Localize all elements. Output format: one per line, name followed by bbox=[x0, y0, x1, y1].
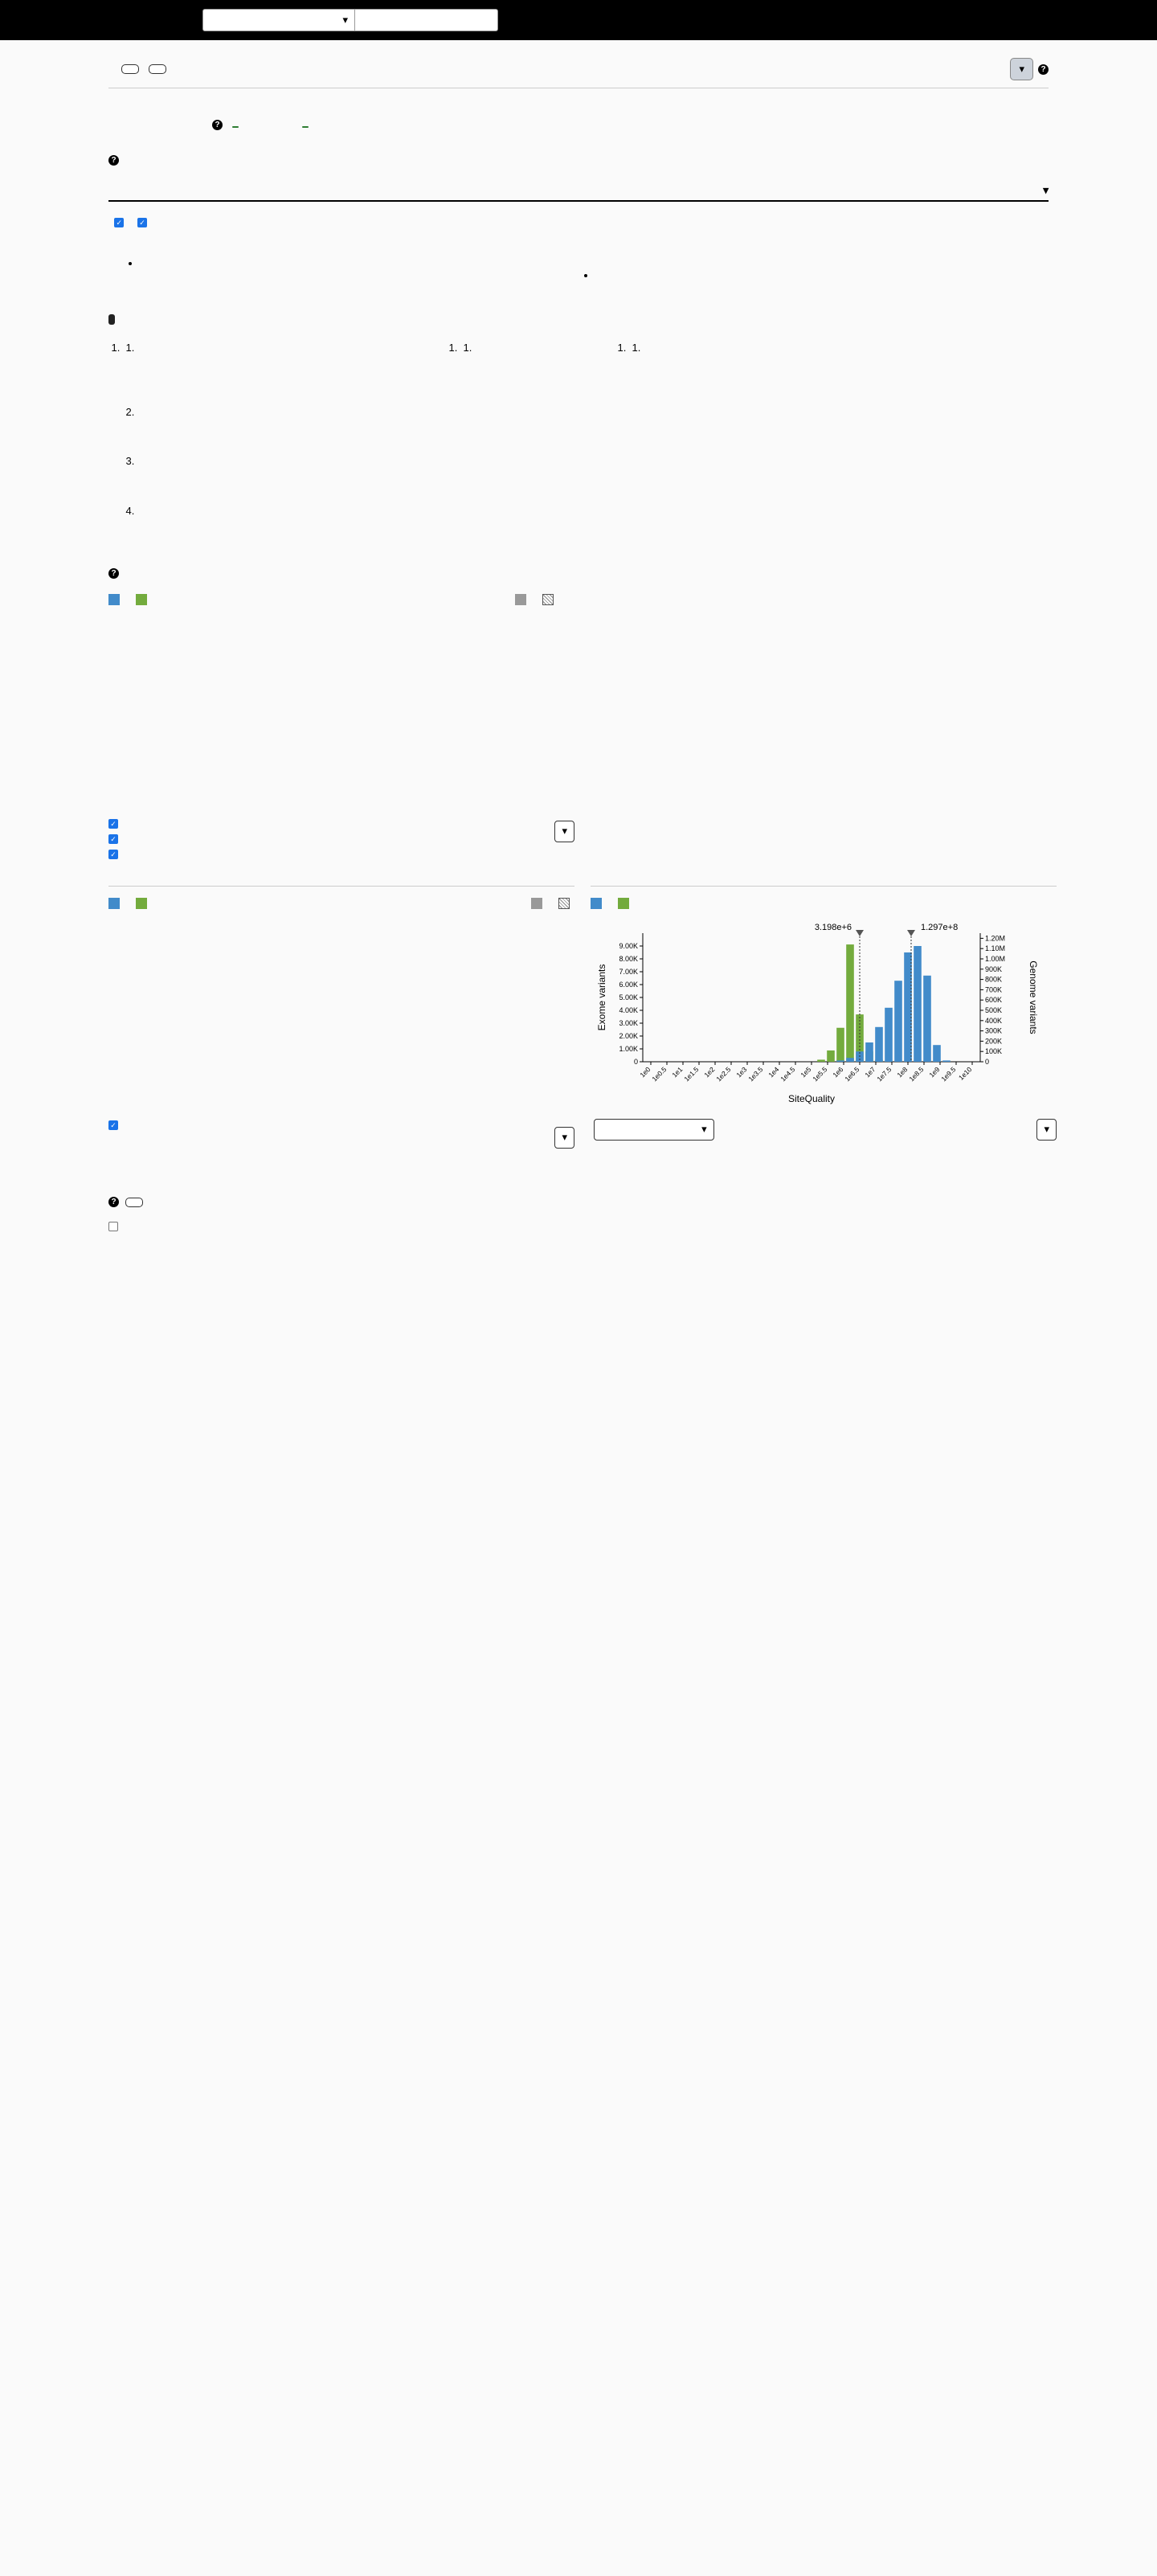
compare-checkbox[interactable]: ✓ bbox=[108, 850, 118, 859]
y2-tick-label: 1.20M bbox=[985, 934, 1006, 943]
ancestry-table bbox=[108, 181, 1049, 202]
bar-exome bbox=[904, 952, 912, 1062]
y2-tick-label: 100K bbox=[985, 1047, 1003, 1056]
age-seq-select[interactable]: ▾ bbox=[554, 821, 574, 842]
x-tick-label: 1e3 bbox=[734, 1065, 749, 1079]
y-tick-label: 4.00K bbox=[619, 1006, 638, 1015]
y2-tick-label: 800K bbox=[985, 975, 1003, 984]
bar-exome bbox=[846, 1059, 854, 1063]
include-row bbox=[108, 215, 1049, 230]
hom-checkbox[interactable]: ✓ bbox=[108, 834, 118, 844]
y2-tick-label: 700K bbox=[985, 985, 1003, 994]
genotype-quality-chart bbox=[108, 917, 574, 1110]
x-tick-label: 1e9.5 bbox=[939, 1065, 958, 1083]
exomes-checkbox[interactable]: ✓ bbox=[114, 218, 124, 227]
x-tick-label: 1e4 bbox=[767, 1065, 781, 1079]
vep-synonymous bbox=[108, 334, 422, 523]
age-legend bbox=[108, 594, 558, 605]
y-axis-label: Exome variants bbox=[596, 964, 607, 1031]
bar-exome bbox=[914, 946, 922, 1062]
bar-exome bbox=[933, 1046, 941, 1063]
bar-exome bbox=[942, 1061, 951, 1063]
y2-tick-label: 0 bbox=[985, 1058, 990, 1067]
pass-badge bbox=[232, 126, 239, 128]
top-navbar bbox=[0, 0, 1157, 40]
y2-tick-label: 500K bbox=[985, 1006, 1003, 1015]
sq-controls bbox=[591, 1119, 1057, 1141]
y-tick-label: 2.00K bbox=[619, 1032, 638, 1041]
marker-icon bbox=[907, 930, 915, 936]
y2-tick-label: 1.10M bbox=[985, 944, 1006, 953]
x-tick-label: 1e1.5 bbox=[682, 1065, 701, 1083]
copy-variant-id-button[interactable] bbox=[121, 64, 139, 74]
x-tick-label: 1e9 bbox=[927, 1065, 942, 1079]
ancestry-title bbox=[108, 150, 1049, 170]
bar-exome bbox=[894, 981, 902, 1063]
x-tick-label: 1e2.5 bbox=[714, 1065, 733, 1083]
help-icon[interactable]: ? bbox=[108, 568, 119, 579]
x-tick-label: 1e10 bbox=[956, 1065, 974, 1083]
y-tick-label: 6.00K bbox=[619, 981, 638, 989]
x-tick-label: 1e4.5 bbox=[779, 1065, 797, 1083]
age-distribution-chart bbox=[108, 613, 591, 814]
load-read-data-button[interactable] bbox=[125, 1198, 143, 1207]
vep-columns bbox=[108, 334, 1049, 523]
y2-tick-label: 600K bbox=[985, 996, 1003, 1005]
gq-seq-select[interactable]: ▾ bbox=[554, 1127, 574, 1149]
x-axis-label: SiteQuality bbox=[787, 1093, 836, 1105]
x-tick-label: 1e8 bbox=[895, 1065, 910, 1079]
x-tick-label: 1e5.5 bbox=[811, 1065, 829, 1083]
pass-badge bbox=[302, 126, 309, 128]
chevron-down-icon: ▾ bbox=[342, 14, 348, 26]
x-tick-label: 1e3.5 bbox=[746, 1065, 765, 1083]
always-load-checkbox[interactable] bbox=[108, 1222, 118, 1231]
sq-tabs bbox=[591, 886, 1057, 887]
x-tick-label: 1e1 bbox=[670, 1065, 685, 1079]
x-tick-label: 1e0 bbox=[638, 1065, 652, 1079]
metric-select[interactable]: ▾ bbox=[594, 1119, 714, 1141]
y-tick-label: 0 bbox=[633, 1058, 638, 1067]
y2-tick-label: 400K bbox=[985, 1017, 1003, 1026]
help-icon[interactable]: ? bbox=[212, 120, 223, 130]
gene-page-button[interactable] bbox=[149, 64, 166, 74]
search-input[interactable] bbox=[355, 9, 498, 31]
x-tick-label: 1e6 bbox=[831, 1065, 845, 1079]
age-controls bbox=[108, 817, 574, 862]
y2-tick-label: 300K bbox=[985, 1026, 1003, 1035]
bar-exome bbox=[875, 1027, 883, 1062]
x-tick-label: 1e7 bbox=[863, 1065, 877, 1079]
y-tick-label: 7.00K bbox=[619, 968, 638, 977]
help-icon[interactable]: ? bbox=[1038, 64, 1049, 75]
marker-icon bbox=[856, 930, 864, 936]
dataset-dropdown[interactable]: ▾ bbox=[1010, 58, 1033, 80]
x-tick-label: 1e8.5 bbox=[907, 1065, 926, 1083]
age-title bbox=[108, 563, 1049, 583]
y2-tick-label: 900K bbox=[985, 965, 1003, 974]
y2-tick-label: 200K bbox=[985, 1037, 1003, 1046]
vep-3utr bbox=[615, 334, 644, 523]
bar-exome bbox=[836, 1061, 844, 1063]
x-tick-label: 1e0.5 bbox=[650, 1065, 668, 1083]
y2-axis-label: Genome variants bbox=[1028, 960, 1039, 1035]
y-tick-label: 9.00K bbox=[619, 942, 638, 951]
x-tick-label: 1e7.5 bbox=[875, 1065, 893, 1083]
title-bar bbox=[108, 58, 1049, 88]
gq-tabs bbox=[108, 886, 574, 887]
gq-controls bbox=[108, 1117, 574, 1149]
x-tick-label: 1e6.5 bbox=[843, 1065, 861, 1083]
y-tick-label: 5.00K bbox=[619, 993, 638, 1002]
genomes-checkbox[interactable]: ✓ bbox=[137, 218, 147, 227]
help-icon[interactable]: ? bbox=[108, 1197, 119, 1207]
bar-exome bbox=[865, 1042, 873, 1062]
sq-seq-select[interactable]: ▾ bbox=[1036, 1119, 1057, 1141]
bar-exome bbox=[923, 976, 931, 1062]
gq-legend bbox=[108, 898, 574, 909]
sort-icon[interactable]: ▾ bbox=[1043, 184, 1049, 196]
bar-genome bbox=[827, 1050, 835, 1062]
y-tick-label: 3.00K bbox=[619, 1019, 638, 1028]
y2-tick-label: 1.00M bbox=[985, 955, 1006, 964]
y-tick-label: 8.00K bbox=[619, 955, 638, 964]
bar-genome bbox=[846, 944, 854, 1062]
always-load-row bbox=[108, 1218, 1049, 1234]
marker-label: 1.297e+8 bbox=[921, 923, 959, 933]
site-quality-chart bbox=[591, 917, 1057, 1110]
help-icon[interactable]: ? bbox=[108, 155, 119, 166]
dataset-select[interactable] bbox=[202, 9, 355, 31]
x-tick-label: 1e5 bbox=[799, 1065, 813, 1079]
x-tick-label: 1e2 bbox=[702, 1065, 717, 1079]
bar-exome bbox=[885, 1008, 893, 1062]
het-checkbox[interactable]: ✓ bbox=[108, 819, 118, 829]
gq-compare-checkbox[interactable]: ✓ bbox=[108, 1120, 118, 1130]
vep-5utr bbox=[446, 334, 591, 523]
variant-stats-table bbox=[108, 109, 382, 134]
bar-genome bbox=[836, 1028, 844, 1062]
y-tick-label: 1.00K bbox=[619, 1045, 638, 1054]
marker-label: 3.198e+6 bbox=[814, 923, 852, 933]
bar-genome bbox=[817, 1060, 825, 1063]
vep-note bbox=[108, 311, 1049, 326]
read-data-controls bbox=[108, 1197, 1049, 1207]
sq-legend bbox=[591, 898, 1057, 909]
